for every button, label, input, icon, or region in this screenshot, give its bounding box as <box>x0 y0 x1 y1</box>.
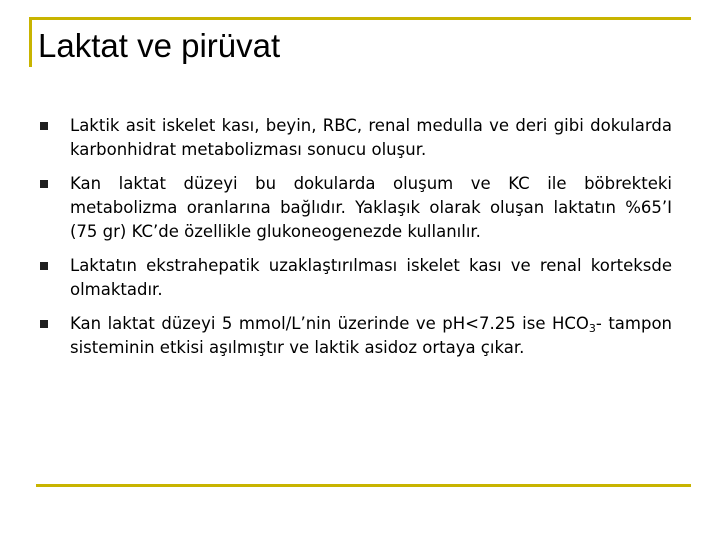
frame-bottom-rule <box>36 484 691 487</box>
frame-left-rule <box>29 17 32 67</box>
square-bullet-icon <box>40 180 48 188</box>
bullet-text-3: Laktatın ekstrahepatik uzaklaştırılması iskelet kası ve renal korteksde olmaktadır. <box>70 256 672 299</box>
bullet-text-2: Kan laktat düzeyi bu dokularda oluşum ve KC ile böbrekteki metabolizma oranlarına bağlıdır. Yaklaşık olarak oluşan laktatın %65’I (75 gr) KC’de özellikle glukoneogenezde kullanılır. <box>70 174 672 241</box>
bullet-item-1 <box>40 114 672 162</box>
bullet-item-2 <box>40 172 672 244</box>
bullet-text-4-after: - tampon sisteminin etkisi aşılmıştır ve laktik asidoz ortaya çıkar. <box>70 314 672 357</box>
bullet-text-1: Laktik asit iskelet kası, beyin, RBC, renal medulla ve deri gibi dokularda karbonhidrat metabolizması sonucu oluşur. <box>70 116 672 159</box>
bullet-item-4 <box>40 312 672 360</box>
square-bullet-icon <box>40 320 48 328</box>
square-bullet-icon <box>40 122 48 130</box>
bullet-text-4-before: Kan laktat düzeyi 5 mmol/L’nin üzerinde ve pH<7.25 ise HCO <box>70 314 589 333</box>
bullet-text-4-subscript: 3 <box>588 322 596 335</box>
bullet-list <box>40 114 672 370</box>
frame-top-rule <box>29 17 691 20</box>
slide-title: Laktat ve pirüvat <box>38 27 281 64</box>
square-bullet-icon <box>40 262 48 270</box>
bullet-item-3 <box>40 254 672 302</box>
